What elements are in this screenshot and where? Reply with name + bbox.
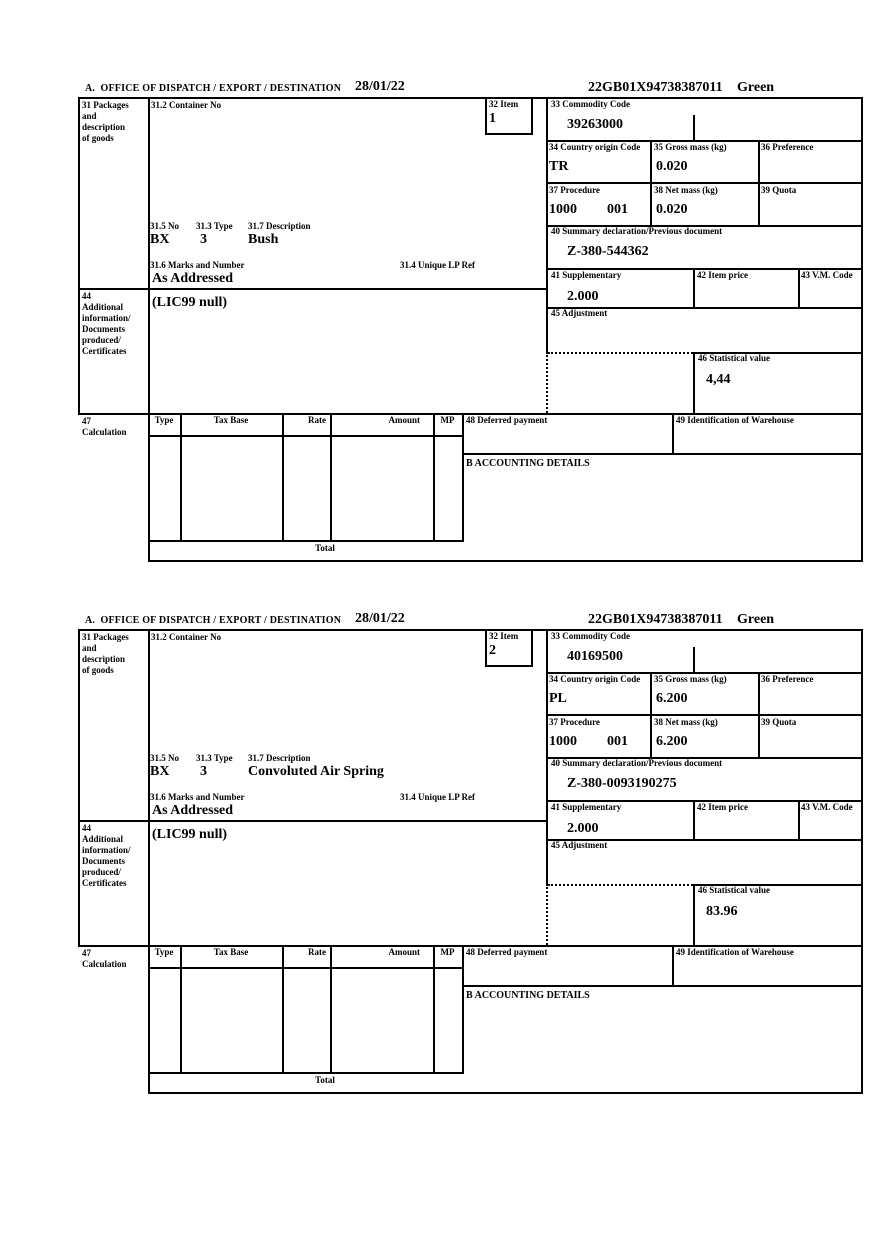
supplementary-label: 41 Supplementary	[551, 802, 622, 812]
calculation-label-line1: 47	[82, 948, 91, 958]
commodity-code: 39263000	[567, 117, 623, 132]
box44-label-line5: produced/	[82, 335, 121, 345]
form-dotted-line	[546, 352, 548, 413]
country-origin-label: 34 Country origin Code	[549, 674, 641, 684]
net-mass-label: 38 Net mass (kg)	[654, 185, 718, 195]
form-line	[693, 800, 695, 841]
commodity-code: 40169500	[567, 649, 623, 664]
accounting-details-label: B ACCOUNTING DETAILS	[466, 458, 590, 469]
supplementary-label: 41 Supplementary	[551, 270, 622, 280]
marks-number-label: 31.6 Marks and Number	[150, 260, 245, 270]
marks-and-number: As Addressed	[152, 271, 234, 286]
movement-reference-number: 22GB01X94738387011	[588, 612, 723, 627]
item-number: 2	[489, 643, 496, 658]
form-line	[78, 820, 548, 822]
box44-label-line1: 44	[82, 823, 91, 833]
form-dotted-line	[548, 352, 693, 354]
declaration-date: 28/01/22	[355, 611, 405, 626]
procedure-extra-code: 001	[607, 202, 628, 217]
net-mass-label: 38 Net mass (kg)	[654, 717, 718, 727]
form-line	[330, 945, 332, 1074]
form-line	[148, 435, 464, 437]
box44-label-line2: Additional	[82, 834, 124, 844]
box31-label-line3: description	[82, 122, 126, 132]
form-line	[148, 540, 464, 542]
form-line	[546, 714, 863, 716]
form-line	[672, 413, 674, 455]
form-line	[148, 967, 464, 969]
country-origin-code: PL	[549, 691, 567, 706]
declaration-item-section	[0, 607, 882, 1104]
preference-label: 36 Preference	[761, 142, 814, 152]
box31-label-line2: and	[82, 643, 97, 653]
form-line	[433, 413, 435, 542]
description-label: 31.7 Description	[248, 221, 311, 231]
warehouse-identification-label: 49 Identification of Warehouse	[676, 415, 794, 425]
box44-label-line1: 44	[82, 291, 91, 301]
form-dotted-line	[548, 884, 693, 886]
gross-mass-label: 35 Gross mass (kg)	[654, 142, 727, 152]
form-line	[78, 629, 80, 945]
box44-label-line5: produced/	[82, 867, 121, 877]
procedure-label: 37 Procedure	[549, 717, 600, 727]
form-line	[78, 97, 80, 413]
previous-document-label: 40 Summary declaration/Previous document	[551, 226, 723, 236]
form-line	[148, 1072, 464, 1074]
previous-document-label: 40 Summary declaration/Previous document	[551, 758, 723, 768]
box44-label-line6: Certificates	[82, 346, 127, 356]
net-mass-value: 6.200	[656, 734, 688, 749]
vm-code-label: 43 V.M. Code	[801, 270, 853, 280]
form-line	[693, 268, 695, 309]
box31-label-line4: of goods	[82, 133, 114, 143]
supplementary-units: 2.000	[567, 821, 599, 836]
commodity-code-divider	[693, 115, 695, 142]
accounting-details-label: B ACCOUNTING DETAILS	[466, 990, 590, 1001]
marks-number-label: 31.6 Marks and Number	[150, 792, 245, 802]
package-count: BX	[150, 232, 170, 247]
form-line	[693, 884, 695, 947]
goods-description: Convoluted Air Spring	[248, 764, 384, 779]
previous-document: Z-380-0093190275	[567, 776, 677, 791]
statistical-value: 83.96	[706, 904, 738, 919]
box31-label-line4: of goods	[82, 665, 114, 675]
form-line	[148, 97, 150, 562]
quota-label: 39 Quota	[761, 185, 797, 195]
item-price-label: 42 Item price	[697, 270, 748, 280]
container-no-label: 31.2 Container No	[151, 100, 222, 110]
box44-label-line4: Documents	[82, 324, 125, 334]
form-line	[282, 945, 284, 1074]
column-header-mp: MP	[440, 947, 455, 957]
commodity-code-label: 33 Commodity Code	[551, 631, 630, 641]
unique-lp-ref-label: 31.4 Unique LP Ref	[400, 792, 476, 802]
column-header-mp: MP	[440, 415, 455, 425]
form-line	[462, 453, 863, 455]
form-dotted-line	[546, 884, 548, 945]
form-line	[758, 140, 760, 227]
item-number: 1	[489, 111, 496, 126]
procedure-code: 1000	[549, 734, 577, 749]
form-line	[462, 945, 464, 1074]
statistical-value-label: 46 Statistical value	[698, 353, 770, 363]
column-header-rate: Rate	[308, 947, 326, 957]
package-count: BX	[150, 764, 170, 779]
box44-label-line6: Certificates	[82, 878, 127, 888]
form-line	[330, 413, 332, 542]
column-header-amount: Amount	[388, 947, 420, 957]
column-header-type: Type	[154, 415, 174, 425]
form-line	[462, 985, 863, 987]
gross-mass-value: 0.020	[656, 159, 688, 174]
supplementary-units: 2.000	[567, 289, 599, 304]
container-no-label: 31.2 Container No	[151, 632, 222, 642]
quota-label: 39 Quota	[761, 717, 797, 727]
form-line	[148, 629, 150, 1094]
form-line	[180, 413, 182, 542]
net-mass-value: 0.020	[656, 202, 688, 217]
goods-description: Bush	[248, 232, 279, 247]
form-line	[758, 672, 760, 759]
procedure-extra-code: 001	[607, 734, 628, 749]
column-header-tax-base: Tax Base	[213, 415, 249, 425]
adjustment-label: 45 Adjustment	[551, 308, 608, 318]
deferred-payment-label: 48 Deferred payment	[466, 415, 548, 425]
item-label: 32 Item	[489, 631, 519, 641]
warehouse-identification-label: 49 Identification of Warehouse	[676, 947, 794, 957]
procedure-label: 37 Procedure	[549, 185, 600, 195]
vm-code-label: 43 V.M. Code	[801, 802, 853, 812]
gross-mass-value: 6.200	[656, 691, 688, 706]
unique-lp-ref-label: 31.4 Unique LP Ref	[400, 260, 476, 270]
marks-and-number: As Addressed	[152, 803, 234, 818]
adjustment-label: 45 Adjustment	[551, 840, 608, 850]
box31-label-line1: 31 Packages	[82, 632, 129, 642]
form-line	[78, 97, 863, 99]
form-line	[672, 945, 674, 987]
box44-label-line2: Additional	[82, 302, 124, 312]
additional-information: (LIC99 null)	[152, 295, 228, 310]
form-line	[148, 560, 863, 562]
package-no-label: 31.5 No	[150, 221, 179, 231]
column-header-rate: Rate	[308, 415, 326, 425]
box44-label-line4: Documents	[82, 856, 125, 866]
office-of-dispatch-label: A. OFFICE OF DISPATCH / EXPORT / DESTINATION	[85, 83, 342, 94]
declaration-item-section	[0, 75, 882, 572]
calculation-label-line2: Calculation	[82, 959, 127, 969]
country-origin-code: TR	[549, 159, 569, 174]
form-line	[693, 352, 695, 415]
statistical-value-label: 46 Statistical value	[698, 885, 770, 895]
item-price-label: 42 Item price	[697, 802, 748, 812]
form-line	[433, 945, 435, 1074]
form-line	[78, 629, 863, 631]
column-header-amount: Amount	[388, 415, 420, 425]
commodity-code-divider	[693, 647, 695, 674]
calculation-label-line1: 47	[82, 416, 91, 426]
procedure-code: 1000	[549, 202, 577, 217]
package-type: 3	[200, 232, 207, 247]
box31-label-line2: and	[82, 111, 97, 121]
movement-reference-number: 22GB01X94738387011	[588, 80, 723, 95]
total-label: Total	[315, 1075, 335, 1085]
form-line	[180, 945, 182, 1074]
form-line	[546, 182, 863, 184]
form-line	[798, 268, 800, 309]
form-line	[78, 288, 548, 290]
routing-status: Green	[737, 612, 775, 627]
form-line	[861, 629, 863, 1094]
column-header-tax-base: Tax Base	[213, 947, 249, 957]
box31-label-line3: description	[82, 654, 126, 664]
box44-label-line3: information/	[82, 845, 131, 855]
calculation-label-line2: Calculation	[82, 427, 127, 437]
statistical-value: 4,44	[706, 372, 731, 387]
column-header-type: Type	[154, 947, 174, 957]
box31-label-line1: 31 Packages	[82, 100, 129, 110]
description-label: 31.7 Description	[248, 753, 311, 763]
form-line	[148, 1092, 863, 1094]
item-label: 32 Item	[489, 99, 519, 109]
form-line	[798, 800, 800, 841]
package-type-label: 31.3 Type	[196, 221, 233, 231]
declaration-date: 28/01/22	[355, 79, 405, 94]
box44-label-line3: information/	[82, 313, 131, 323]
form-line	[282, 413, 284, 542]
form-line	[462, 413, 464, 542]
form-line	[650, 140, 652, 227]
routing-status: Green	[737, 80, 775, 95]
country-origin-label: 34 Country origin Code	[549, 142, 641, 152]
package-no-label: 31.5 No	[150, 753, 179, 763]
package-type: 3	[200, 764, 207, 779]
gross-mass-label: 35 Gross mass (kg)	[654, 674, 727, 684]
office-of-dispatch-label: A. OFFICE OF DISPATCH / EXPORT / DESTINATION	[85, 615, 342, 626]
form-line	[650, 672, 652, 759]
additional-information: (LIC99 null)	[152, 827, 228, 842]
preference-label: 36 Preference	[761, 674, 814, 684]
total-label: Total	[315, 543, 335, 553]
form-line	[861, 97, 863, 562]
deferred-payment-label: 48 Deferred payment	[466, 947, 548, 957]
commodity-code-label: 33 Commodity Code	[551, 99, 630, 109]
package-type-label: 31.3 Type	[196, 753, 233, 763]
previous-document: Z-380-544362	[567, 244, 649, 259]
